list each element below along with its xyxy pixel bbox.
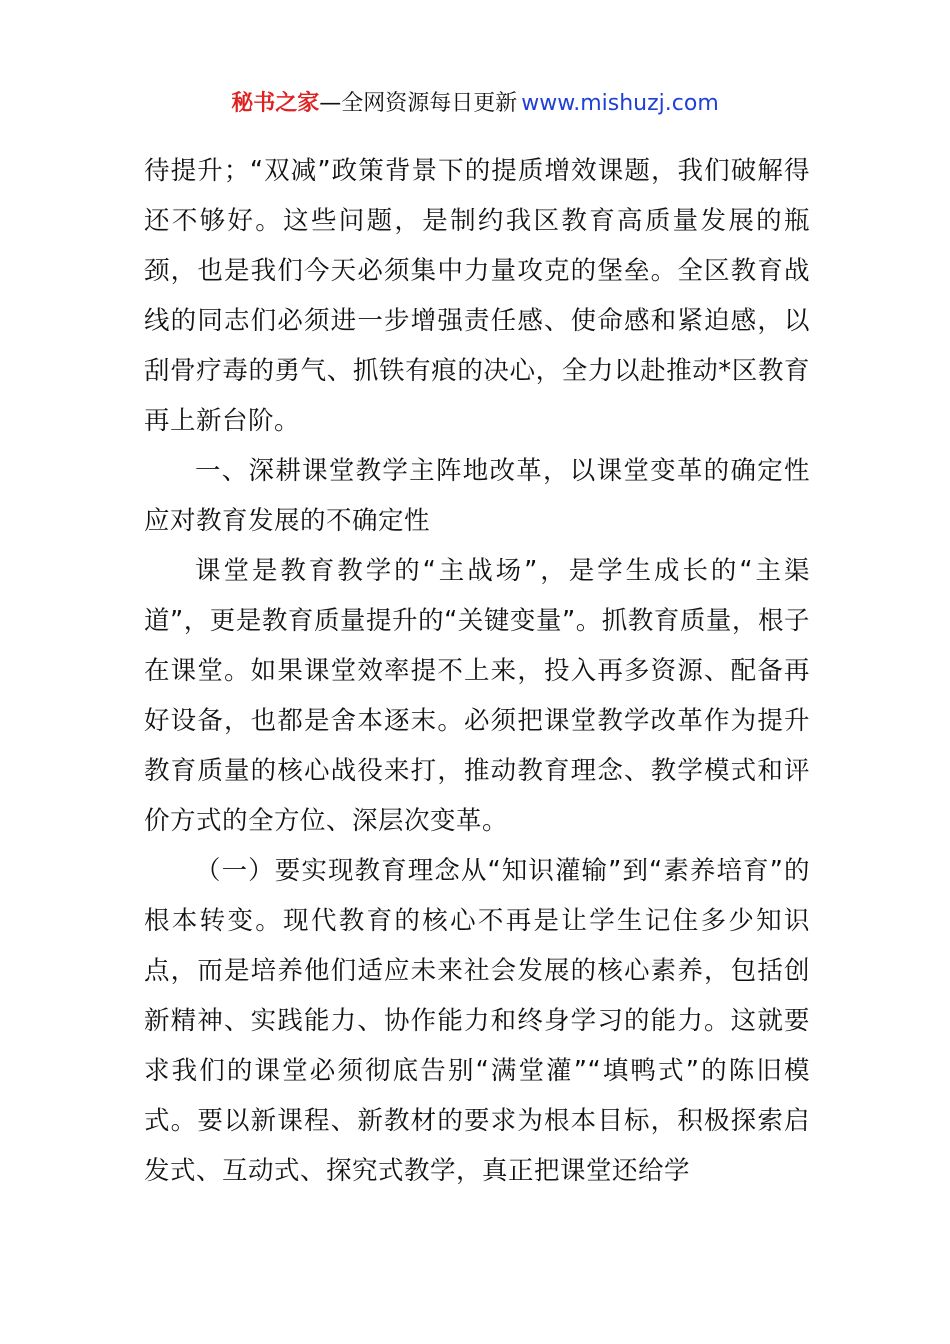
page-header [0,88,950,120]
brand-name: 秘书之家 [231,91,320,116]
header-url-link[interactable]: www.mishuzj.com [521,91,719,116]
paragraph-continuation: 待提升；“双减”政策背景下的提质增效课题，我们破解得还不够好。这些问题，是制约我区教育高质量发展的瓶颈，也是我们今天必须集中力量攻克的堡垒。全区教育战线的同志们必须进一步增强责任感、使命感和紧迫感，以刮骨疗毒的勇气、抓铁有痕的决心，全力以赴推动*区教育再上新台阶。 [144,156,810,436]
document-body [144,146,810,1196]
section-heading: 一、深耕课堂教学主阵地改革，以课堂变革的确定性应对教育发展的不确定性 [144,456,810,536]
paragraph-classroom: 课堂是教育教学的“主战场”，是学生成长的“主渠道”，更是教育质量提升的“关键变量”。抓教育质量，根子在课堂。如果课堂效率提不上来，投入再多资源、配备再好设备，也都是舍本逐末。必须把课堂教学改革作为提升教育质量的核心战役来打，推动教育理念、教学模式和评价方式的全方位、深层次变革。 [144,556,810,836]
paragraph-subsection-1: （一）要实现教育理念从“知识灌输”到“素养培育”的根本转变。现代教育的核心不再是让学生记住多少知识点，而是培养他们适应未来社会发展的核心素养，包括创新精神、实践能力、协作能力和终身学习的能力。这就要求我们的课堂必须彻底告别“满堂灌”“填鸭式”的陈旧模式。要以新课程、新教材的要求为根本目标，积极探索启发式、互动式、探究式教学，真正把课堂还给学 [144,856,810,1186]
header-tagline: —全网资源每日更新 [319,91,518,116]
